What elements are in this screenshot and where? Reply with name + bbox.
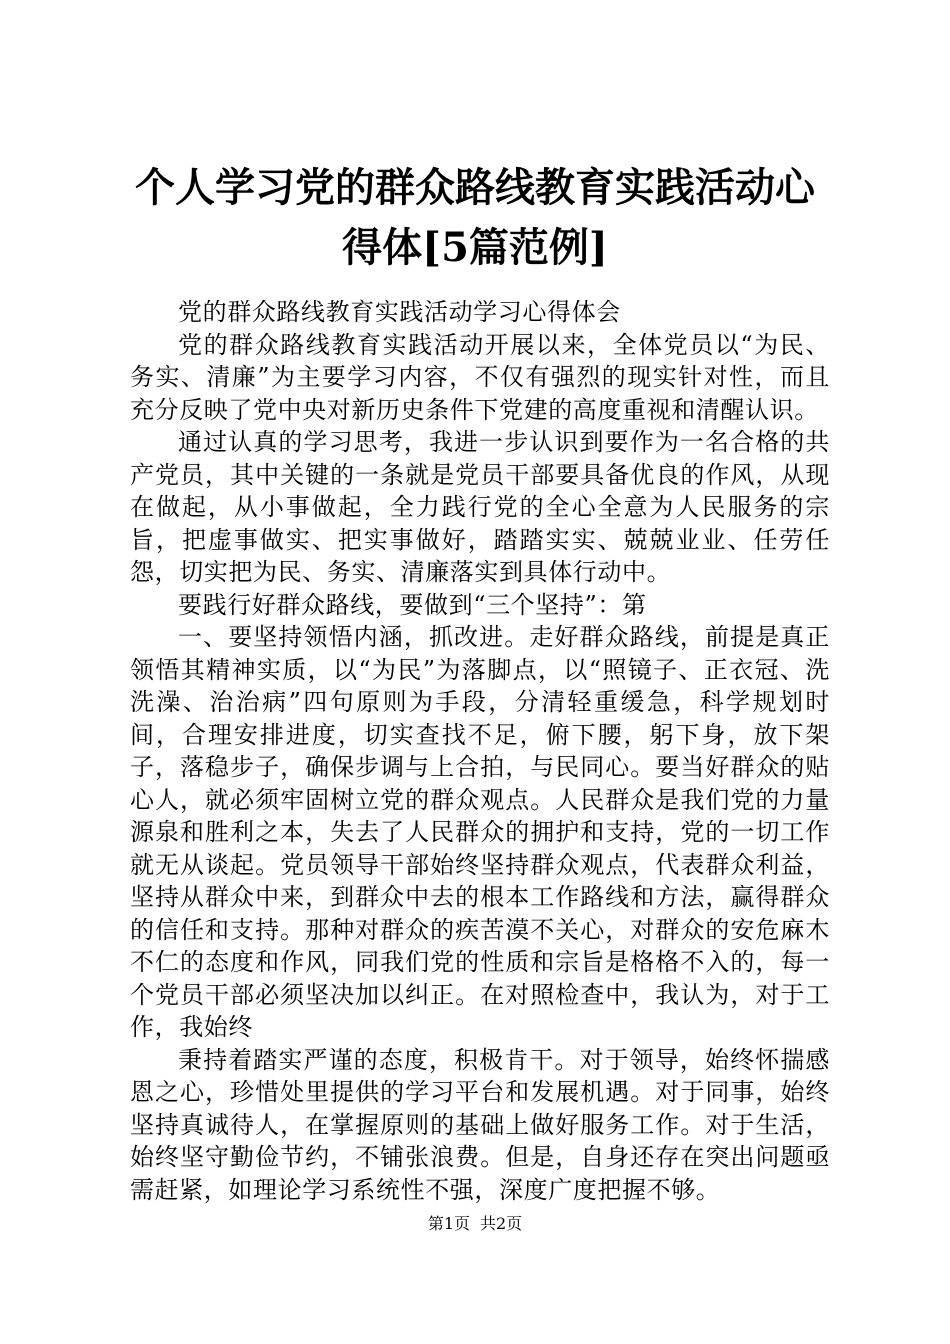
document-body	[130, 296, 830, 1206]
document-title: 个人学习党的群众路线教育实践活动心得体[5篇范例]	[135, 164, 815, 271]
paragraph: 通过认真的学习思考，我进一步认识到要作为一名合格的共产党员，其中关键的一条就是党员干部要具备优良的作风，从现在做起，从小事做起，全力践行党的全心全意为人民服务的宗旨，把虚事做实、把实事做好，踏踏实实、兢兢业业、任劳任怨，切实把为民、务实、清廉落实到具体行动中。	[130, 428, 830, 586]
paragraph: 党的群众路线教育实践活动开展以来，全体党员以“为民、务实、清廉”为主要学习内容，不仅有强烈的现实针对性，而且充分反映了党中央对新历史条件下党建的高度重视和清醒认识。	[130, 330, 830, 424]
paragraph: 秉持着踏实严谨的态度，积极肯干。对于领导，始终怀揣感恩之心，珍惜处里提供的学习平台和发展机遇。对于同事，始终坚持真诚待人，在掌握原则的基础上做好服务工作。对于生活，始终坚守勤俭节约，不铺张浪费。但是，自身还存在突出问题亟需赶紧，如理论学习系统性不强，深度广度把握不够。	[130, 1045, 830, 1204]
paragraph: 一、要坚持领悟内涵，抓改进。走好群众路线，前提是真正领悟其精神实质，以“为民”为落脚点，以“照镜子、正衣冠、洗洗澡、治治病”四句原则为手段，分清轻重缓急，科学规划时间，合理安排进度，切实查找不足，俯下腰，躬下身，放下架子，落稳步子，确保步调与上合拍，与民同心。要当好群众的贴心人，就必须牢固树立党的群众观点。人民群众是我们党的力量源泉和胜利之本，失去了人民群众的拥护和支持，党的一切工作就无从谈起。党员领导干部始终坚持群众观点，代表群众利益，坚持从群众中来，到群众中去的根本工作路线和方法，赢得群众的信任和支持。那种对群众的疾苦漠不关心，对群众的安危麻木不仁的态度和作风，同我们党的性质和宗旨是格格不入的，每一个党员干部必须坚决加以纠正。在对照检查中，我认为，对于工作，我始终	[130, 623, 830, 1041]
paragraph: 要践行好群众路线，要做到“三个坚持”：第	[178, 590, 647, 619]
page-total: 共2页	[480, 1214, 523, 1233]
page-footer	[0, 1212, 950, 1236]
paragraph-subtitle: 党的群众路线教育实践活动学习心得体会	[178, 298, 621, 326]
page-number: 第1页	[427, 1214, 470, 1233]
